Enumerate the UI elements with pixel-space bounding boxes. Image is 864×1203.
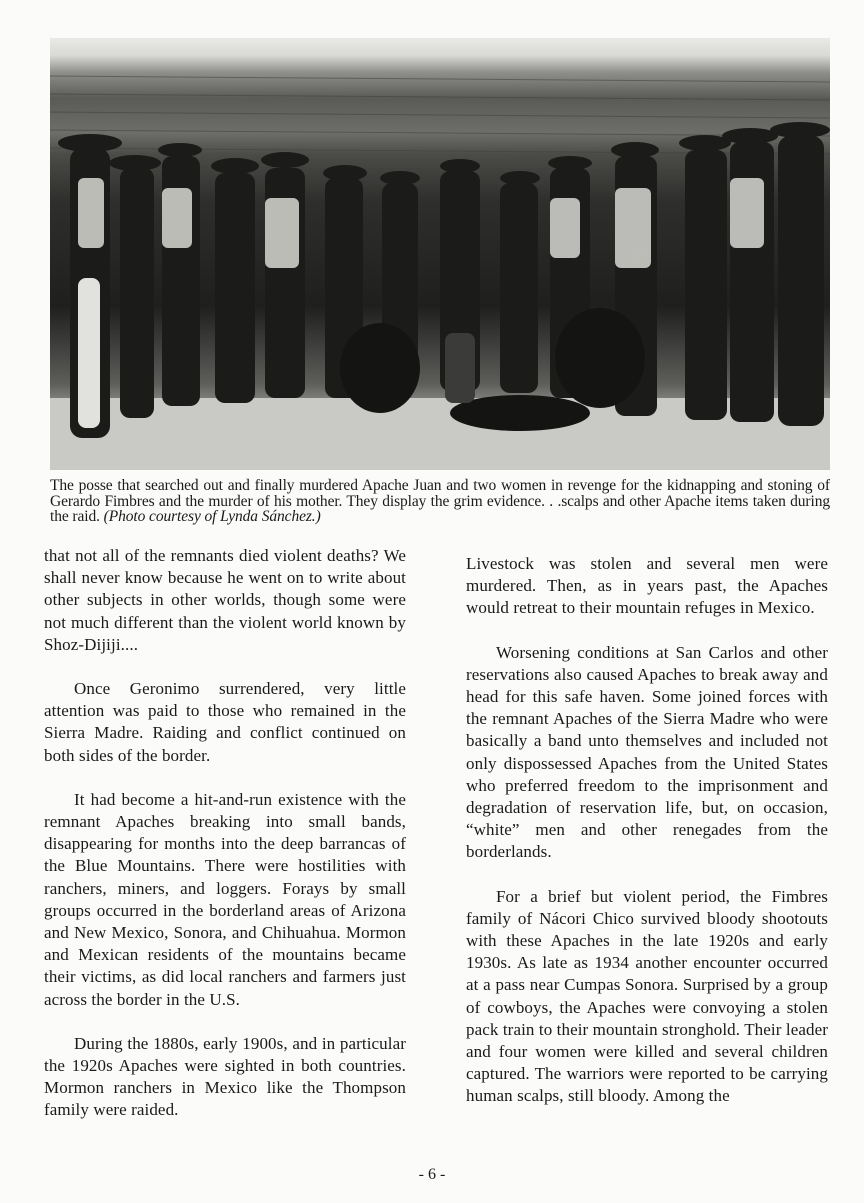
- left-column: [44, 545, 406, 1122]
- paragraph: For a brief but violent period, the Fimbres family of Nácori Chico survived bloody shootouts with these Apaches in the late 1920s and early 1930s. As late as 1934 another encounter occurred at a pass near Cumpas Sonora. Surprised by a group of cowboys, the Apaches were convoying a stolen pack train to their mountain stronghold. Their leader and four women were killed and several children captured. The warriors were reported to be carrying human scalps, still bloody. Among the: [466, 886, 828, 1106]
- paragraph: Livestock was stolen and several men were murdered. Then, as in years past, the Apaches would retreat to their mountain refuges in Mexico.: [466, 554, 828, 618]
- paragraph: During the 1880s, early 1900s, and in particular the 1920s Apaches were sighted in both countries. Mormon ranchers in Mexico like the Thompson family were raided.: [44, 1033, 406, 1120]
- right-column: [466, 553, 828, 1108]
- photo-caption: [50, 478, 830, 525]
- page-number: - 6 -: [418, 1166, 446, 1183]
- paragraph: that not all of the remnants died violent deaths? We shall never know because he went on to write about other subjects in other worlds, though some were not much different than the violent world known by Shoz-Dijiji....: [44, 546, 406, 654]
- posse-photograph: [50, 38, 830, 470]
- paragraph: Once Geronimo surrendered, very little attention was paid to those who remained in the Sierra Madre. Raiding and conflict continued on both sides of the border.: [44, 679, 406, 765]
- photo-posse-icon: [50, 38, 830, 470]
- caption-text: The posse that searched out and finally murdered Apache Juan and two women in revenge for the kidnapping and stoning of Gerardo Fimbres and the murder of his mother. They display the grim evidence. . .scalps and other Apache items taken during the raid.: [50, 477, 830, 525]
- paragraph: Worsening conditions at San Carlos and other reservations also caused Apaches to break away and head for this safe haven. Some joined forces with the remnant Apaches of the Sierra Madre who were basically a band unto themselves and included not only dispossessed Apaches from the United States who preferred freedom to the imprisonment and degradation of reservation life, but, on occasion, “white” men and other renegades from the borderlands.: [466, 642, 828, 862]
- caption-credit: (Photo courtesy of Lynda Sánchez.): [103, 508, 321, 525]
- paragraph: It had become a hit-and-run existence with the remnant Apaches breaking into small bands, disappearing for months into the deep barrancas of the Blue Mountains. There were hostilities with ranchers, miners, and loggers. Forays by small groups occurred in the borderland areas of Arizona and New Mexico, Sonora, and Chihuahua. Mormon and Mexican residents of the mountains became their victims, as did local ranchers and farmers just across the border in the U.S.: [44, 789, 406, 1009]
